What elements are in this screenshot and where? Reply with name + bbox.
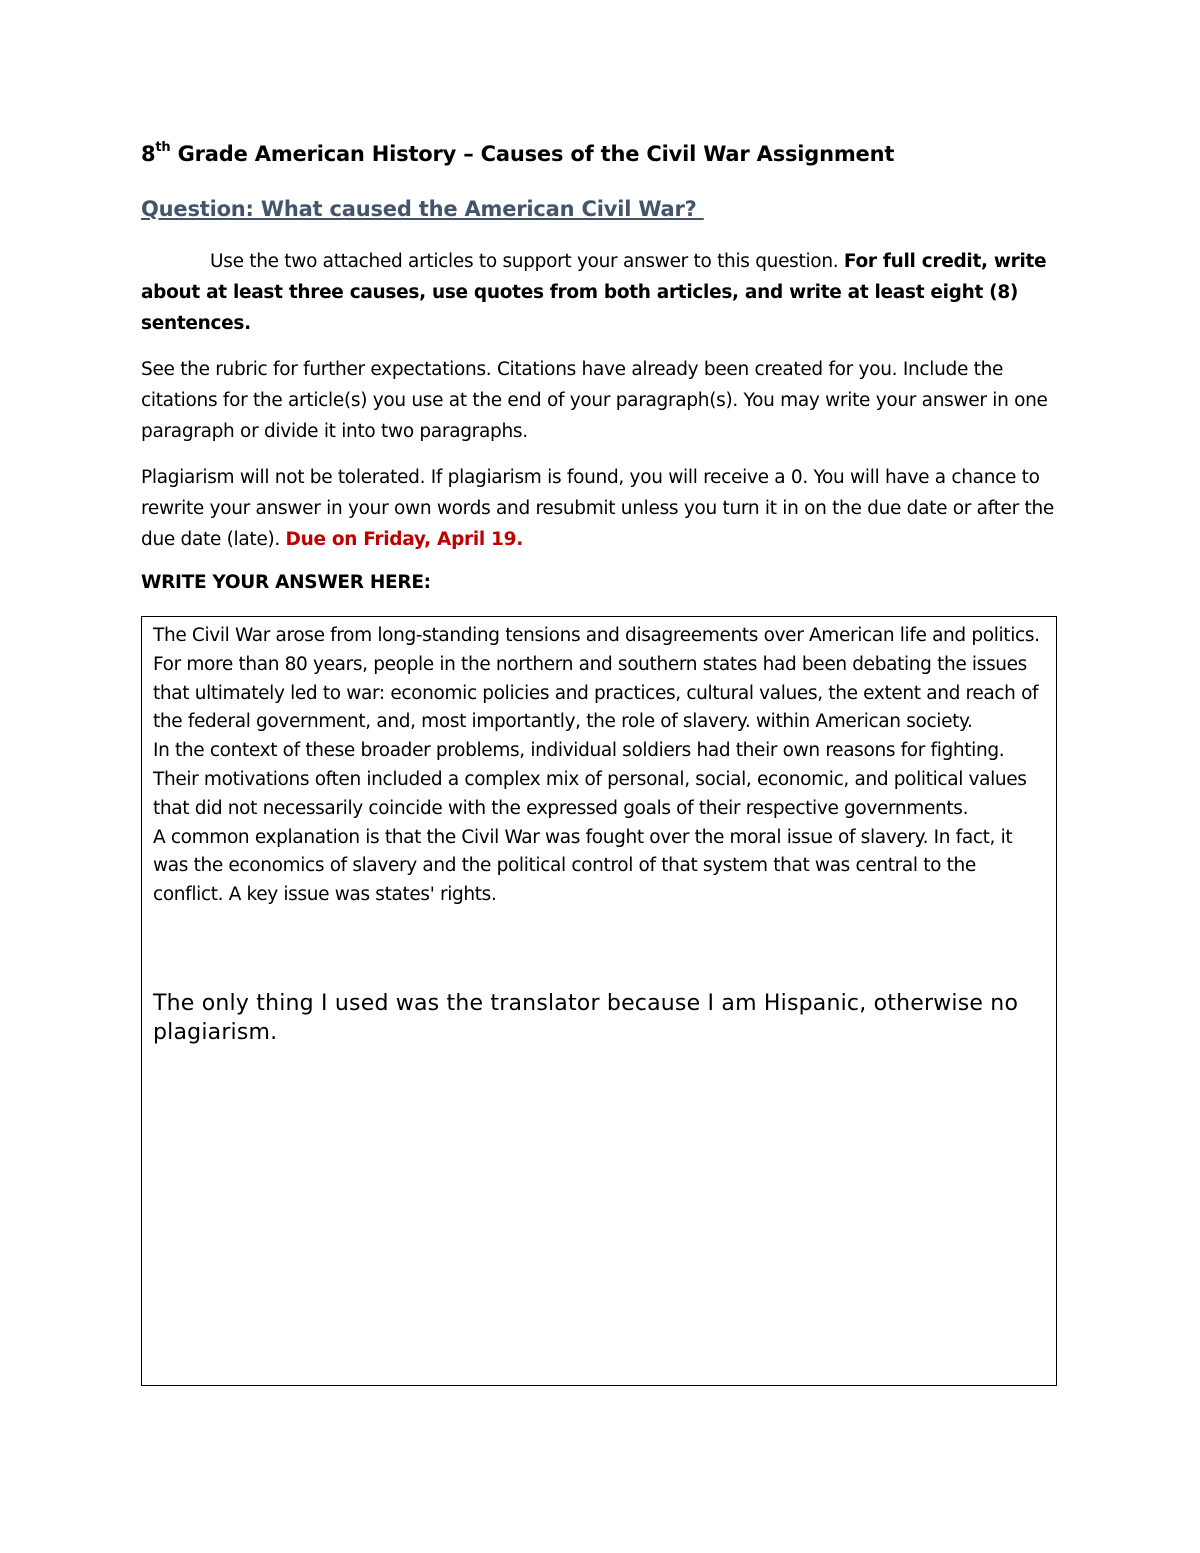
question-heading: Question: What caused the American Civil War? (141, 197, 704, 221)
due-date: Due on Friday, April 19. (285, 529, 523, 550)
answer-text[interactable] (153, 622, 1043, 910)
answer-paragraph-1: The Civil War arose from long-standing tensions and disagreements over American life and politics. For more than 80 years, people in the northern and southern states had been debating the issues that ultimately led to war: economic policies and practices, cultural values, the extent and reach of the federal government, and, most importantly, the role of slavery. within American society. (153, 625, 1040, 733)
answer-box[interactable] (141, 616, 1057, 1386)
answer-paragraph-2: In the context of these broader problems, individual soldiers had their own reasons for fighting. Their motivations often included a complex mix of personal, social, economic, and political values that did not necessarily coincide with the expressed goals of their respective governments. (153, 740, 1027, 819)
title-grade-number: 8 (141, 142, 156, 166)
credit-requirements: For full credit, write about at least three causes, use quotes from both articles, and write at least eight (8) sentences. (141, 251, 1047, 334)
plagiarism-text: Plagiarism will not be tolerated. If plagiarism is found, you will receive a 0. You will have a chance to rewrite your answer in your own words and resubmit unless you turn it in on the due date or after the due date (late). (141, 467, 1054, 550)
answer-paragraph-3: A common explanation is that the Civil War was fought over the moral issue of slavery. In fact, it was the economics of slavery and the political control of that system that was central to the conflict. A key issue was states' rights. (153, 826, 1013, 906)
title-text: Grade American History – Causes of the Civil War Assignment (170, 142, 895, 166)
title-grade-suffix: th (155, 140, 171, 155)
instructions-text: Use the two attached articles to support your answer to this question. (210, 251, 844, 272)
instructions-paragraph (141, 246, 1061, 339)
answer-label: WRITE YOUR ANSWER HERE: (141, 572, 431, 593)
page-title (141, 142, 894, 166)
answer-note: The only thing I used was the translator because I am Hispanic, otherwise no plagiarism. (153, 991, 1019, 1045)
plagiarism-paragraph (141, 462, 1061, 555)
rubric-paragraph: See the rubric for further expectations. Citations have already been created for you. Include the citations for the article(s) you use at the end of your paragraph(s). You may write your answer in one paragraph or divide it into two paragraphs. (141, 359, 1048, 442)
